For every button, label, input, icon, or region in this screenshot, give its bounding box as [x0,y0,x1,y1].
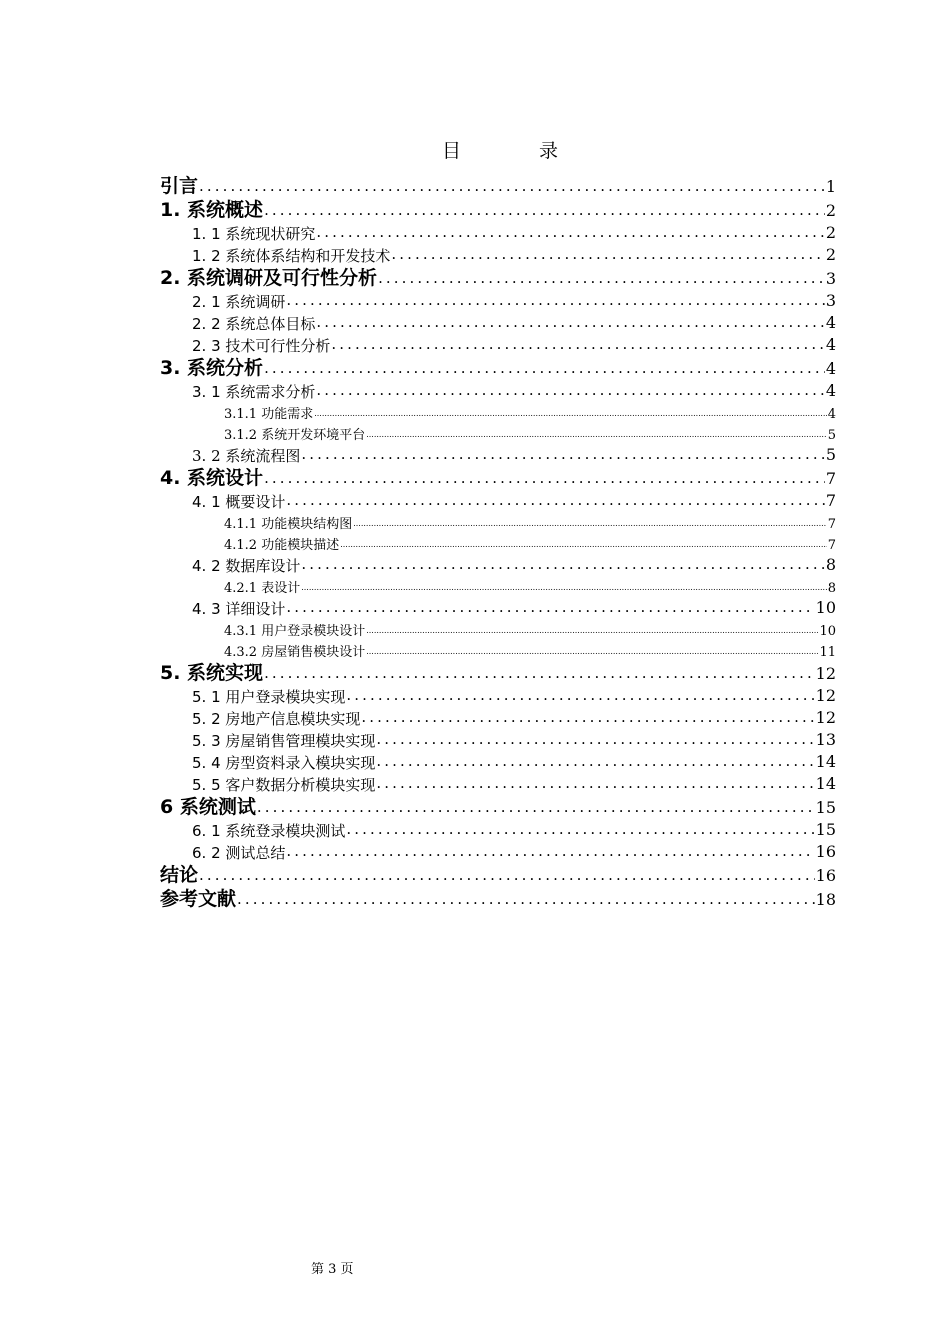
toc-dot-leader [286,600,814,617]
toc-dot-leader [361,710,814,727]
toc-entry-title: 4. 3 详细设计 [192,600,286,617]
toc-dot-leader [286,493,824,510]
toc-dot-leader [264,361,825,378]
toc-entry-level-2[interactable] [160,817,836,839]
toc-dot-leader [286,844,814,861]
toc-title [0,136,950,163]
toc-entry-title: 引言 [160,175,199,196]
toc-entry-page-number: 4 [825,335,836,354]
toc-entry-title: 3.1.2 系统开发环境平台 [224,428,366,442]
toc-dot-leader [346,822,814,839]
toc-entry-title: 6 系统测试 [160,796,256,817]
toc-entry-level-2[interactable] [160,552,836,574]
toc-entry-page-number: 12 [815,664,836,683]
toc-entry-title: 2. 3 技术可行性分析 [192,337,331,354]
toc-entry-level-2[interactable] [160,288,836,310]
toc-entry-title: 3. 系统分析 [160,357,264,378]
toc-entry-title: 5. 5 客户数据分析模块实现 [192,776,376,793]
toc-entry-title: 4.3.1 用户登录模块设计 [224,624,366,638]
toc-entry-level-2[interactable] [160,771,836,793]
toc-entry-title: 5. 1 用户登录模块实现 [192,688,346,705]
toc-entry-page-number: 14 [815,752,836,771]
toc-entry-title: 参考文献 [160,888,237,909]
toc-dot-leader [316,315,824,332]
toc-dot-leader [301,557,824,574]
toc-entry-page-number: 13 [815,730,836,749]
toc-entry-title: 4.2.1 表设计 [224,581,301,595]
table-of-contents [160,172,836,909]
toc-entry-title: 4.1.2 功能模块描述 [224,538,340,552]
toc-entry-level-3[interactable] [160,421,836,442]
toc-entry-level-2[interactable] [160,727,836,749]
toc-entry-level-1[interactable] [160,659,836,683]
toc-entry-title: 1. 2 系统体系结构和开发技术 [192,247,391,264]
toc-entry-level-1[interactable] [160,885,836,909]
toc-dot-leader [301,584,827,595]
toc-entry-title: 1. 1 系统现状研究 [192,225,316,242]
toc-entry-page-number: 4 [825,313,836,332]
toc-entry-page-number: 10 [815,598,836,617]
toc-entry-level-2[interactable] [160,378,836,400]
toc-dot-leader [353,520,827,531]
toc-entry-page-number: 12 [815,708,836,727]
toc-entry-level-2[interactable] [160,332,836,354]
toc-dot-leader [391,247,824,264]
toc-entry-title: 3.1.1 功能需求 [224,407,314,421]
toc-entry-page-number: 8 [827,581,836,595]
toc-dot-leader [316,225,824,242]
toc-entry-level-1[interactable] [160,196,836,220]
toc-entry-page-number: 14 [815,774,836,793]
toc-entry-page-number: 7 [825,491,836,510]
toc-entry-page-number: 5 [825,445,836,464]
toc-entry-level-2[interactable] [160,488,836,510]
toc-dot-leader [264,666,815,683]
toc-entry-title: 6. 1 系统登录模块测试 [192,822,346,839]
toc-entry-level-2[interactable] [160,595,836,617]
toc-dot-leader [257,800,815,817]
toc-dot-leader [264,471,825,488]
toc-dot-leader [316,383,824,400]
toc-entry-level-3[interactable] [160,617,836,638]
toc-entry-page-number: 4 [825,359,836,378]
toc-entry-level-2[interactable] [160,749,836,771]
toc-dot-leader [366,431,827,442]
toc-entry-level-1[interactable] [160,793,836,817]
toc-entry-level-3[interactable] [160,574,836,595]
toc-entry-page-number: 2 [825,201,836,220]
toc-entry-page-number: 3 [825,291,836,310]
toc-entry-title: 1. 系统概述 [160,199,264,220]
toc-entry-title: 5. 4 房型资料录入模块实现 [192,754,376,771]
toc-entry-level-3[interactable] [160,638,836,659]
page-number-footer: 第 3 页 [311,1262,354,1277]
toc-entry-level-2[interactable] [160,242,836,264]
toc-dot-leader [199,179,825,196]
toc-dot-leader [366,627,818,638]
toc-entry-title: 5. 3 房屋销售管理模块实现 [192,732,376,749]
toc-dot-leader [314,410,827,421]
toc-dot-leader [264,203,825,220]
toc-entry-title: 4. 系统设计 [160,467,264,488]
toc-title-char-1: 目 [441,140,461,162]
toc-entry-level-1[interactable] [160,354,836,378]
toc-dot-leader [301,447,824,464]
toc-entry-page-number: 16 [815,866,836,885]
toc-entry-level-1[interactable] [160,172,836,196]
toc-dot-leader [376,776,814,793]
toc-entry-page-number: 3 [825,269,836,288]
toc-entry-page-number: 18 [815,890,836,909]
toc-entry-page-number: 2 [825,245,836,264]
toc-entry-title: 4.3.2 房屋销售模块设计 [224,645,366,659]
toc-entry-page-number: 15 [815,798,836,817]
toc-entry-page-number: 2 [825,223,836,242]
toc-entry-page-number: 7 [825,469,836,488]
toc-entry-page-number: 4 [825,381,836,400]
toc-entry-page-number: 8 [825,555,836,574]
toc-entry-title: 2. 1 系统调研 [192,293,286,310]
toc-entry-title: 结论 [160,864,199,885]
toc-dot-leader [199,868,815,885]
toc-entry-level-1[interactable] [160,264,836,288]
toc-entry-level-2[interactable] [160,705,836,727]
toc-entry-page-number: 7 [827,538,836,552]
toc-dot-leader [346,688,814,705]
toc-entry-title: 2. 2 系统总体目标 [192,315,316,332]
toc-entry-page-number: 11 [819,645,836,659]
toc-entry-level-2[interactable] [160,683,836,705]
toc-entry-title: 2. 系统调研及可行性分析 [160,267,378,288]
toc-entry-page-number: 5 [827,428,836,442]
toc-entry-level-2[interactable] [160,442,836,464]
toc-entry-level-2[interactable] [160,220,836,242]
toc-entry-title: 3. 2 系统流程图 [192,447,301,464]
toc-entry-page-number: 10 [819,624,836,638]
toc-entry-level-3[interactable] [160,510,836,531]
toc-dot-leader [237,892,815,909]
toc-entry-title: 6. 2 测试总结 [192,844,286,861]
toc-dot-leader [378,271,825,288]
toc-entry-title: 5. 系统实现 [160,662,264,683]
toc-entry-page-number: 1 [825,177,836,196]
toc-entry-title: 4. 2 数据库设计 [192,557,301,574]
toc-entry-page-number: 12 [815,686,836,705]
toc-entry-page-number: 4 [827,407,836,421]
toc-entry-title: 4. 1 概要设计 [192,493,286,510]
toc-entry-level-3[interactable] [160,400,836,421]
toc-title-char-2: 录 [539,140,559,162]
toc-dot-leader [366,648,818,659]
toc-entry-title: 3. 1 系统需求分析 [192,383,316,400]
toc-dot-leader [340,541,827,552]
toc-entry-page-number: 16 [815,842,836,861]
toc-entry-title: 4.1.1 功能模块结构图 [224,517,353,531]
toc-entry-level-3[interactable] [160,531,836,552]
toc-dot-leader [331,337,824,354]
toc-dot-leader [376,754,814,771]
toc-entry-level-1[interactable] [160,464,836,488]
toc-entry-title: 5. 2 房地产信息模块实现 [192,710,361,727]
toc-dot-leader [286,293,824,310]
toc-entry-page-number: 7 [827,517,836,531]
toc-entry-level-2[interactable] [160,839,836,861]
toc-entry-level-1[interactable] [160,861,836,885]
toc-entry-page-number: 15 [815,820,836,839]
toc-dot-leader [376,732,814,749]
toc-entry-level-2[interactable] [160,310,836,332]
